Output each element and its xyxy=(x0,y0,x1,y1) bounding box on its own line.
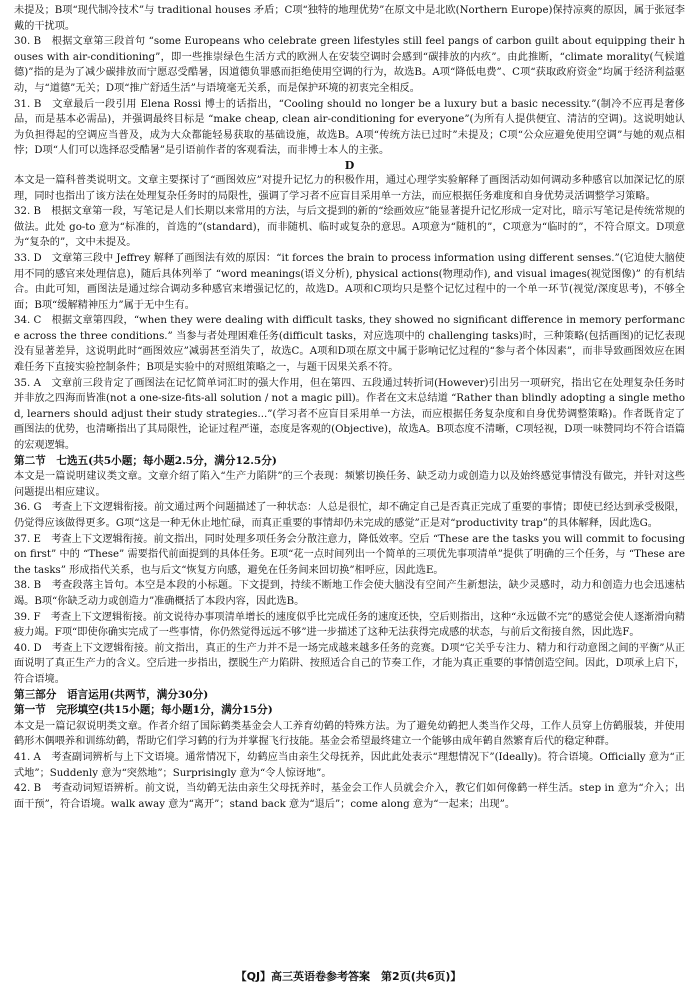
section-heading: 第二节 七选五(共5小题；每小题2.5分，满分12.5分) xyxy=(14,454,277,467)
section-heading: 第三部分 语言运用(共两节，满分30分) xyxy=(14,688,209,701)
answer-paragraph: 本文是一篇记叙说明类文章。作者介绍了国际鹤类基金会人工养育幼鹤的特殊方法。为了避免幼鹤把人类当作父母，工作人员穿上仿鹤服装，并使用鹤形木偶喂养和训练幼鹤，帮助它们学习鹤的行为并掌握飞行技能。基金会希望最终建立一个能够由成年鹤自然繁育后代的稳定种群。 xyxy=(14,720,685,748)
answer-paragraph: 30. B 根据文章第三段首句 “some Europeans who celebrate green lifestyles still feel pangs of carbon guilt about equipping their houses with air-conditioning”，即一些推崇绿色生活方式的欧洲人在安装空调时会感到“碳排放的内疚”。由此推断，“climate morality(气候道德)”指的是为了减少碳排放而宁愿忍受酷暑，因道德负罪感而拒绝使用空调的行为，故选B。A项“降低电费”、C项“获取政府资金”均属于经济利益驱动，与“道德”无关；D项“推广舒适生活”与语境毫无关系，而是保护环境的初衷完全相反。 xyxy=(14,36,685,94)
answer-content xyxy=(14,3,685,812)
answer-paragraph: 36. G 考查上下文逻辑衔接。前文通过两个问题描述了一种状态：人总是很忙，却不确定自己是否真正完成了重要的事情；即使已经达到承受极限，仍觉得应该做得更多。G项“这是一种无休止地忙碌，而真正重要的事情却仍未完成的感觉”正是对“productivity trap”的具体解释，因此选G。 xyxy=(14,502,685,529)
answer-paragraph: 40. D 考查上下文逻辑衔接。前文指出，真正的生产力并不是一场完成越来越多任务的竞赛。D项“它关乎专注力、精力和行动意图之间的平衡”从正面说明了真正生产力的含义。空后进一步指出，摆脱生产力陷阱、按照适合自己的节奏工作，才能为真正重要的事情创造空间。因此，D项承上启下，符合语境。 xyxy=(14,642,685,685)
answer-paragraph: 未提及；B项“现代制冷技术”与 traditional houses 矛盾；C项“独特的地理优势”在原文中是北欧(Northern Europe)保持凉爽的原因，属于张冠李戴的干扰项。 xyxy=(14,5,685,32)
page-footer: 【QJ】高三英语卷参考答案 第2页(共6页)】 xyxy=(235,970,462,983)
answer-paragraph: 33. D 文章第三段中 Jeffrey 解释了画图法有效的原因：“it forces the brain to process information using different senses.”(它迫使大脑使用不同的感官来处理信息)，随后具体列举了 “word meanings(语义分析), physical actions(物理动作), and visual images(视觉图像)” 的有机结合。由此可知，画图法是通过综合调动多种感官来增强记忆的，故选D。A项和C项均只是整个记忆过程中的一个单一环节(视觉/深度思考)，不够全面；B项“缓解精神压力”属于无中生有。 xyxy=(14,252,685,311)
answer-paragraph: 本文是一篇说明建议类文章。文章介绍了陷入“生产力陷阱”的三个表现：频繁切换任务、缺乏动力或创造力以及始终感觉事情没有做完，并针对这些问题提出相应建议。 xyxy=(14,471,685,498)
passage-letter: D xyxy=(344,158,355,172)
answer-paragraph: 本文是一篇科普类说明文。文章主要探讨了“画图效应”对提升记忆力的积极作用，通过心理学实验解释了画图活动如何调动多种感官以加深记忆的原理，同时也指出了该方法在处理复杂任务时的局限性，强调了学习者不应盲目采用单一方法，而应根据任务难度和自身优势灵活调整学习策略。 xyxy=(14,174,685,202)
answer-paragraph: 34. C 根据文章第四段，“when they were dealing with difficult tasks, they showed no significant difference in memory performance across the three conditions.” 当参与者处理困难任务(difficult tasks，对应选项中的 challenging tasks)时，三种策略(包括画图)的记忆表现没有显著差异，这说明此时“画图效应”减弱甚至消失了，故选C。A项和D项在原文中属于影响记忆过程的“参与者个体因素”，而非导致画图效应在困难任务下直接实验控制条件；B项是实验中的对照组策略之一，与题干因果关系不符。 xyxy=(14,315,685,374)
answer-paragraph: 38. B 考查段落主旨句。本空是本段的小标题。下文提到，持续不断地工作会使大脑没有空间产生新想法，缺少灵感时，动力和创造力也会迅速枯竭。B项“你缺乏动力或创造力”准确概括了本段内容，因此选B。 xyxy=(14,580,685,607)
answer-paragraph: 42. B 考查动词短语辨析。前文说，当幼鹤无法由亲生父母抚养时，基金会工作人员就会介入，教它们如何像鹤一样生活。step in 意为“介入；出面干预”，符合语境。walk away 意为“离开”；stand back 意为“退后”；come along 意为“一起来；出现”。 xyxy=(14,783,685,810)
answer-paragraph: 32. B 根据文章第一段，写笔记是人们长期以来常用的方法，与后文提到的新的“绘画效应”能显著提升记忆形成一定对比，暗示写笔记是传统常规的做法。此处 go-to 意为“标准的，首选的”(standard)，而非随机、临时或复杂的意思。A项意为“随机的”，C项意为“临时的”，不符合原文。D项意为“复杂的”，文中未提及。 xyxy=(14,206,685,249)
answer-paragraph: 37. E 考查上下文逻辑衔接。前文指出，同时处理多项任务会分散注意力，降低效率。空后 “These are the tasks you will commit to focusing on first” 中的 “These” 需要指代前面提到的具体任务。E项“花一点时间列出一个简单的三项优先事项清单”提供了明确的三个任务，与 “These are the tasks” 形成指代关系，也与后文“恢复方向感，避免在任务间来回切换”相呼应，因此选E。 xyxy=(14,533,685,576)
answer-paragraph: 35. A 文章前三段肯定了画图法在记忆简单词汇时的强大作用，但在第四、五段通过转折词(However)引出另一项研究，指出它在处理复杂任务时并非放之四海而皆准(not a one-size-fits-all solution / not a magic pill)。作者在文末总结道 “Rather than blindly adopting a single method, learners should adjust their study strategies...”(学习者不应盲目采用单一方法，而应根据任务复杂度和自身优势调整策略)。作者既肯定了画图法的优势，也清晰指出了其局限性，论证过程严谨，态度是客观的(Objective)，故选A。B项态度不清晰，C项轻视，D项一味赞同均不符合语篇的宏观逻辑。 xyxy=(14,377,685,452)
answer-paragraph: 41. A 考查副词辨析与上下文语境。通常情况下，幼鹤应当由亲生父母抚养，因此此处表示“理想情况下”(Ideally)。符合语境。Officially 意为“正式地”；Suddenly 意为“突然地”；Surprisingly 意为“令人惊讶地”。 xyxy=(14,751,685,779)
section-heading: 第一节 完形填空(共15小题；每小题1分，满分15分) xyxy=(14,704,273,717)
answer-paragraph: 31. B 文章最后一段引用 Elena Rossi 博士的话指出，“Cooling should no longer be a luxury but a basic necessity.”(制冷不应再是奢侈品，而是基本必需品)，并强调最终目标是 “make cheap, clean air-conditioning for everyone”(为所有人提供便宜、清洁的空调)。这说明她认为负担得起的空调应当普及，成为大众都能轻易获取的基础设施，故选B。A项“传统方法已过时”未提及；C项“公众应避免使用空调”与她的观点相悖；D项“人们可以选择忍受酷暑”是引语前作者的客观看法，而非博士本人的主张。 xyxy=(14,98,685,157)
answer-paragraph: 39. F 考查上下文逻辑衔接。前文说待办事项清单增长的速度似乎比完成任务的速度还快，空后则指出，这种“永远做不完”的感觉会使人逐渐滑向精疲力竭。F项“即使你确实完成了一些事情，你仍然觉得远远不够”进一步描述了这种无法获得完成感的状态，与前后文衔接自然，因此选F。 xyxy=(14,611,685,639)
